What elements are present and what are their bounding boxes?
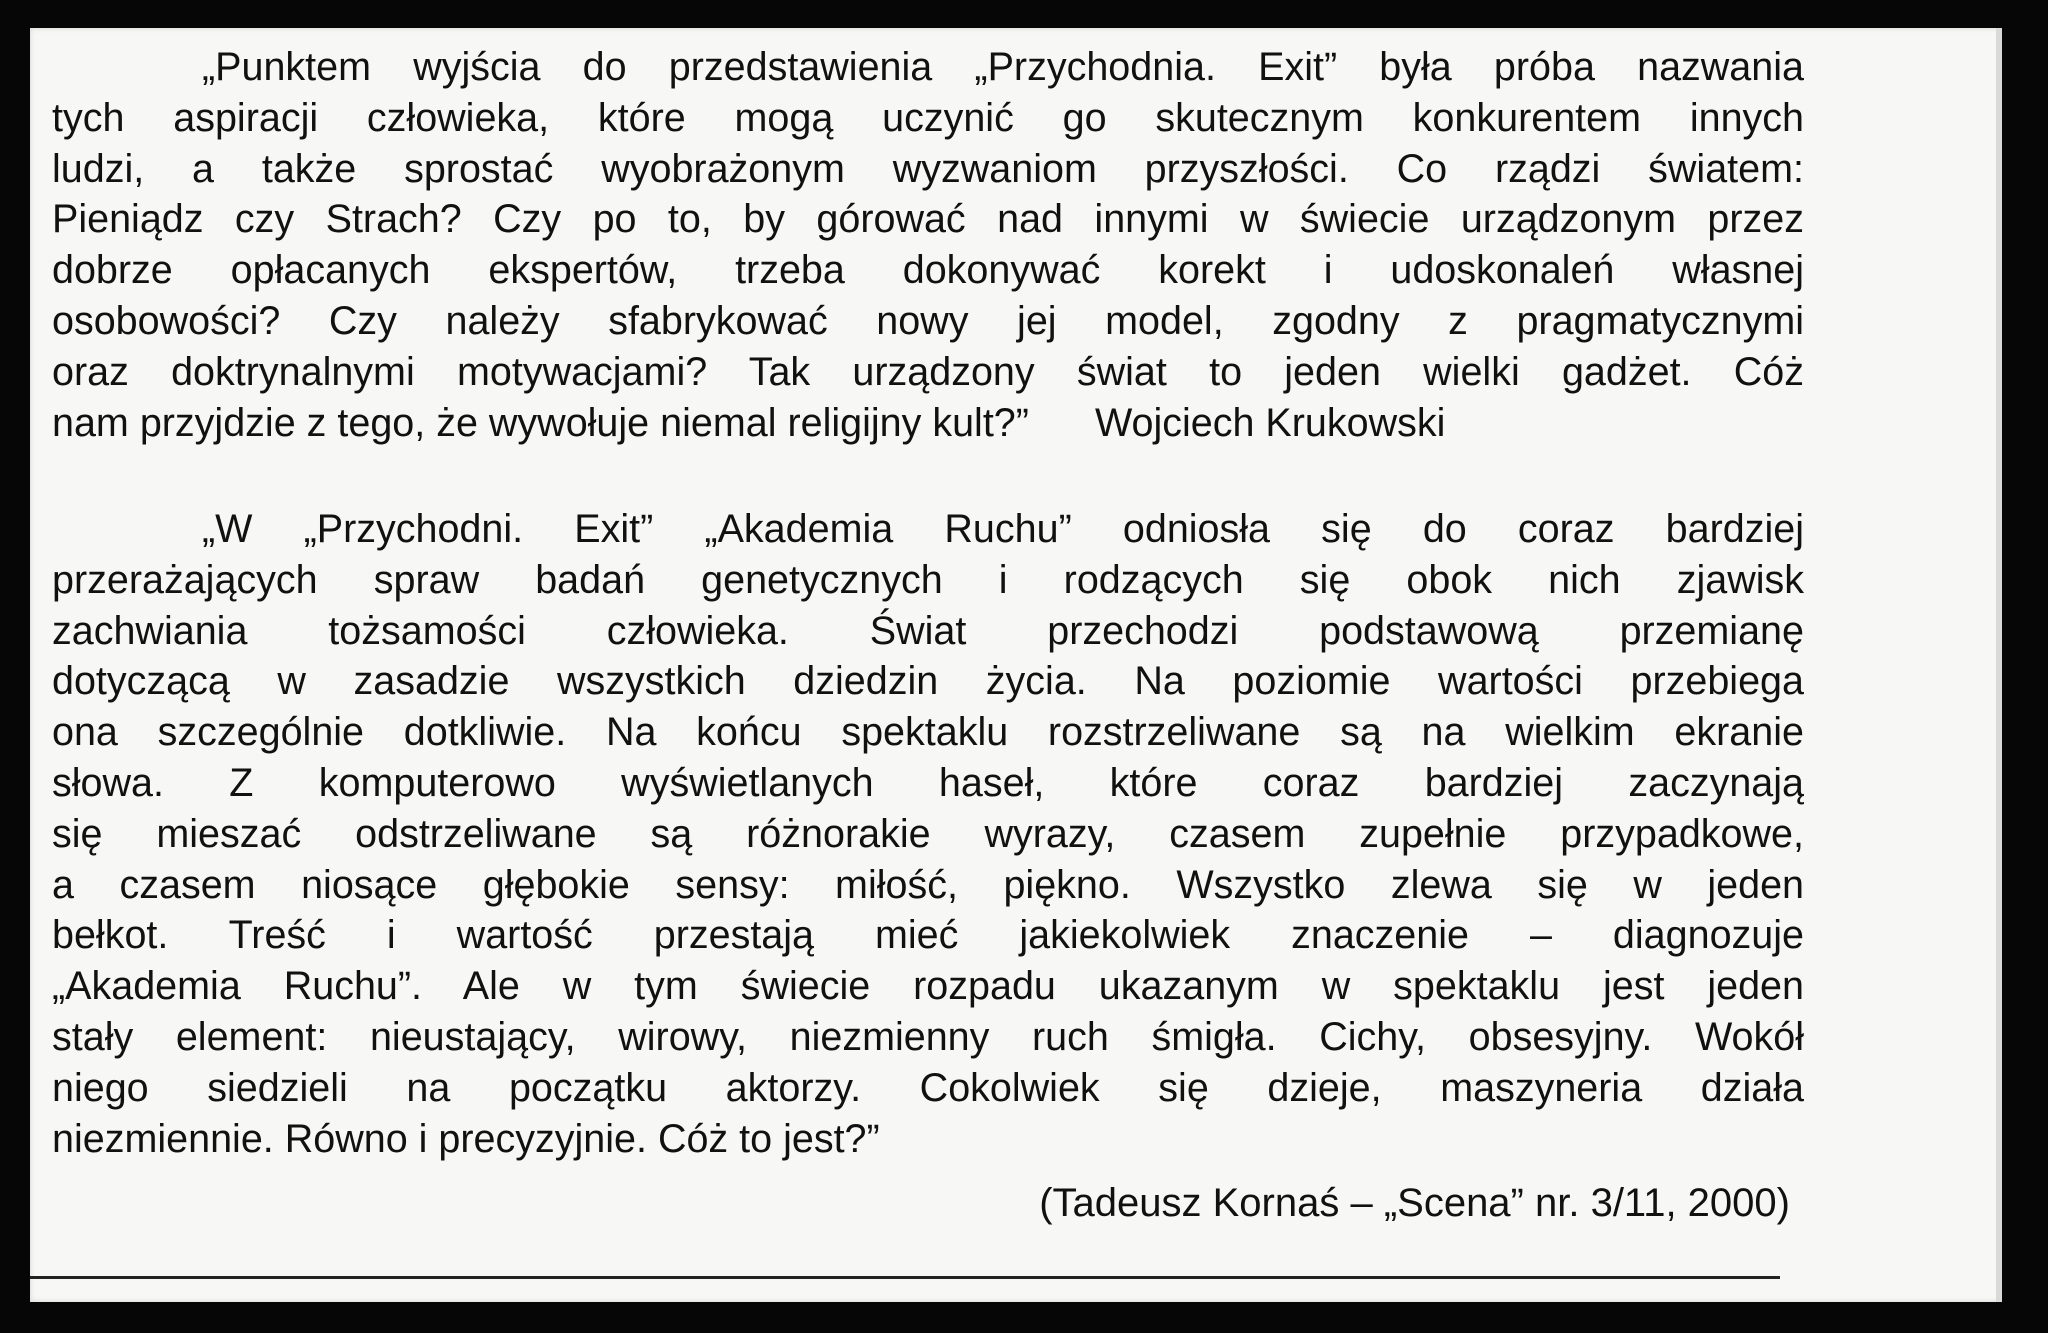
quote1-line: osobowości? Czy należy sfabrykować nowy jej model, zgodny z pragmatycznymi — [52, 298, 1804, 343]
quote2-line: a czasem niosące głębokie sensy: miłość, piękno. Wszystko zlewa się w jeden — [52, 862, 1804, 907]
quote1-line: Pieniądz czy Strach? Czy po to, by górować nad innymi w świecie urządzonym przez — [52, 197, 1804, 242]
quote2-line: przerażających spraw badań genetycznych i rodzących się obok nich zjawisk — [52, 557, 1804, 602]
quote-paragraph-2 — [52, 504, 1804, 1164]
quote1-author: Wojciech Krukowski — [1094, 400, 1446, 445]
quote2-line: niego siedzieli na początku aktorzy. Cokolwiek się dzieje, maszyneria działa — [52, 1065, 1804, 1110]
quote2-line: „W „Przychodni. Exit” „Akademia Ruchu” odniosła się do coraz bardziej — [202, 507, 1804, 551]
quote2-line: niezmiennie. Równo i precyzyjnie. Cóż to jest?” — [52, 1116, 880, 1161]
quote2-line: ona szczególnie dotkliwie. Na końcu spektaklu rozstrzeliwane są na wielkim ekranie — [52, 710, 1804, 755]
quote1-line: oraz doktrynalnymi motywacjami? Tak urządzony świat to jeden wielki gadżet. Cóż — [52, 349, 1804, 394]
quote2-line: słowa. Z komputerowo wyświetlanych haseł, które coraz bardziej zaczynają — [52, 760, 1804, 805]
citation: (Tadeusz Kornaś – „Scena” nr. 3/11, 2000) — [1039, 1181, 1790, 1225]
quote-paragraph-1 — [52, 42, 1804, 448]
quote1-line: dobrze opłacanych ekspertów, trzeba dokonywać korekt i udoskonaleń własnej — [52, 248, 1804, 293]
quote1-last-line — [52, 398, 1804, 449]
quote1-line: tych aspiracji człowieka, które mogą uczynić go skutecznym konkurentem innych — [52, 95, 1804, 140]
quote2-line: zachwiania tożsamości człowieka. Świat przechodzi podstawową przemianę — [52, 608, 1804, 653]
quote1-line: nam przyjdzie z tego, że wywołuje niemal religijny kult?” — [52, 400, 1029, 445]
quote2-line: stały element: nieustający, wirowy, niezmienny ruch śmigła. Cichy, obsesyjny. Wokół — [52, 1014, 1804, 1059]
page-edge — [1996, 28, 2002, 1302]
quote2-line: dotyczącą w zasadzie wszystkich dziedzin życia. Na poziomie wartości przebiega — [52, 659, 1804, 704]
quote2-line: „Akademia Ruchu”. Ale w tym świecie rozpadu ukazanym w spektaklu jest jeden — [52, 964, 1804, 1009]
scanned-page — [30, 28, 2002, 1302]
quote2-line: bełkot. Treść i wartość przestają mieć jakiekolwiek znaczenie – diagnozuje — [52, 913, 1804, 958]
quote1-line: ludzi, a także sprostać wyobrażonym wyzwaniom przyszłości. Co rządzi światem: — [52, 146, 1804, 191]
quote2-line: się mieszać odstrzeliwane są różnorakie wyrazy, czasem zupełnie przypadkowe, — [52, 811, 1804, 856]
bottom-rule — [30, 1276, 1780, 1279]
quote1-line: „Punktem wyjścia do przedstawienia „Przychodnia. Exit” była próba nazwania — [202, 45, 1804, 89]
